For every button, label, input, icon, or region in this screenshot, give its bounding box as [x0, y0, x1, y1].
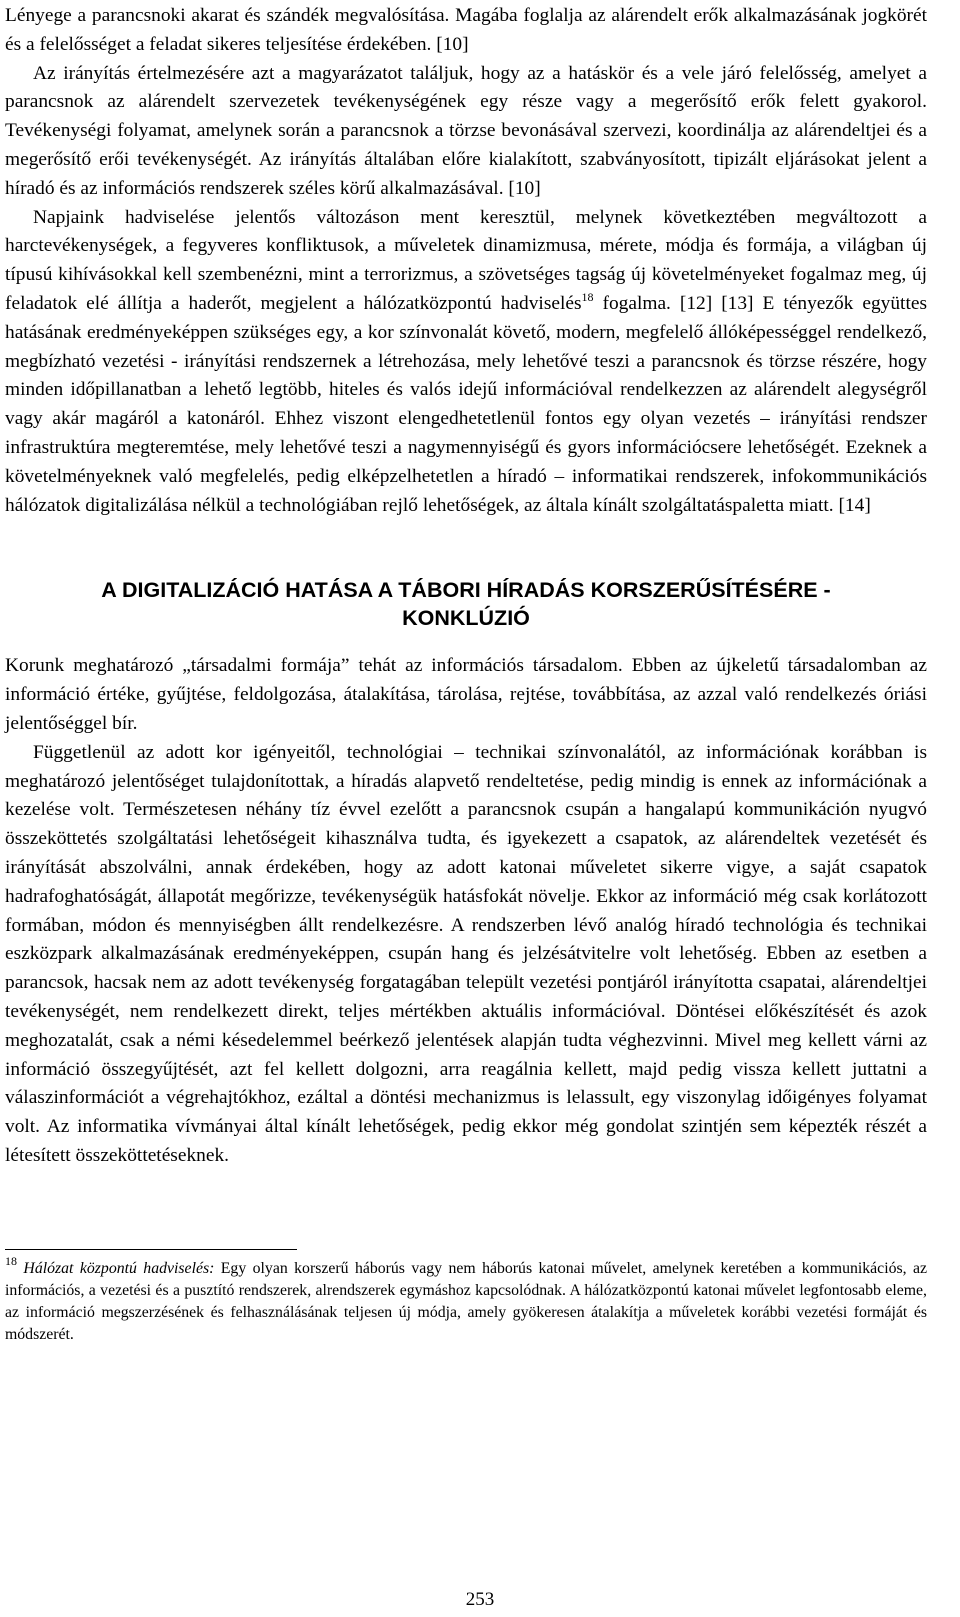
body-paragraph-1: Lényege a parancsnoki akarat és szándék megvalósítása. Magába foglalja az alárendelt erők alkalmazásának jogkörét és a felelősséget a feladat sikeres teljesítése érdekében. [10]	[5, 5, 927, 55]
footnote-term: Hálózat központú hadviselés:	[23, 1259, 215, 1277]
footnote-18	[5, 1253, 928, 1346]
footnote-text: Egy olyan korszerű háborús vagy nem háborús katonai művelet, amelynek keretében a kommunikációs, az információs, a vezetési és a pusztító rendszerek, alrendszerek egymáshoz kapcsolódnak. A hálózatközpontú katonai művelet legfontosabb eleme, az információ megszerzésének és felhasználásának teljesen új módja, amely gyökeresen átalakítja a műveletek korábbi vezetési formáját és módszerét.	[5, 1259, 928, 1343]
footnote-number: 18	[5, 1253, 17, 1268]
section-paragraph-1: Korunk meghatározó „társadalmi formája” tehát az információs társadalom. Ebben az újkeletű társadalomban az információ értéke, gyűjtése, feldolgozása, átalakítása, tárolása, rejtése, továbbítása, az azzal való rendelkezés óriási jelentőséggel bír.	[5, 655, 927, 734]
document-page	[5, 0, 927, 1346]
section-heading-line-1: A DIGITALIZÁCIÓ HATÁSA A TÁBORI HÍRADÁS KORSZERŰSÍTÉSÉRE -	[101, 578, 831, 603]
section-heading	[5, 576, 927, 632]
body-paragraph-2: Az irányítás értelmezésére azt a magyarázatot találjuk, hogy az a hatáskör és a vele járó felelősség, amelyet a parancsnok az alárendelt szervezetek tevékenységének egy része vagy a megerősítő erők felett gyakorol. Tevékenységi folyamat, amelynek során a parancsnok a törzse bevonásával szervezi, koordinálja az alárendeltjei és a megerősítő erői tevékenységét. Az irányítás általában előre kialakított, szabványosított, tipizált eljárásokat jelent a híradó és az információs rendszerek széles körű alkalmazásával. [10]	[5, 62, 927, 199]
footnote-separator	[5, 1249, 297, 1250]
page-number: 253	[465, 1589, 495, 1610]
body-paragraph-3-part-2: fogalma. [12] [13] E tényezők együttes hatásának eredményeképpen szükséges egy, a kor színvonalát követő, modern, megfelelő állóképességgel rendelkező, megbízható vezetési - irányítási rendszernek a létrehozása, mely lehetővé teszi a parancsnok és törzse részére, hogy minden időpillanatban a lehető legtöbb, hiteles és valós idejű információval rendelkezzen az alárendelt alegységről vagy akár magáról a katonáról. Ehhez viszont elengedhetetlenül fontos egy olyan vezetés – irányítási rendszer infrastruktúra megteremtése, mely lehetővé teszi a nagymennyiségű és gyors információcsere lehetőségét. Ezeknek a követelményeknek való megfelelés, pedig elképzelhetetlen a híradó – informatikai rendszerek, infokommunikációs hálózatok digitalizálása nélkül a technológiában rejlő lehetőségek, az általa kínált szolgáltatáspaletta miatt. [14]	[5, 292, 927, 516]
footnote-reference-18[interactable]: 18	[581, 289, 594, 304]
section-heading-line-2: KONKLÚZIÓ	[402, 606, 530, 631]
body-paragraph-3-part-1: Napjaink hadviselése jelentős változáson ment keresztül, melynek következtében megváltozott a harctevékenységek, a fegyveres konfliktusok, a műveletek dinamizmusa, mérete, módja és formája, a világban új típusú kihívásokkal kell szembenézni, mint a terrorizmus, a szövetséges tagság új követelményeket fogalmaz meg, új feladatok elé állítja a haderőt, megjelent a hálózatközpontú hadviselés	[5, 206, 927, 314]
body-paragraph-3	[5, 204, 927, 521]
section-paragraph-2: Függetlenül az adott kor igényeitől, technológiai – technikai színvonalától, az információnak korábban is meghatározó jelentőséget tulajdonítottak, a híradás alapvető rendeltetése, pedig mindig is ennek az információnak a kezelése volt. Természetesen néhány tíz évvel ezelőtt a parancsnok csupán a hangalapú kommunikáción nyugvó összeköttetés szolgáltatási lehetőségeit kihasználva tudta, és igyekezett a csapatok, az alárendeltek vezetését és irányítását abszolválni, annak érdekében, hogy az adott katonai műveletet sikerre vigye, a saját csapatok hadrafoghatóságát, állapotát megőrizze, tevékenységük hatásfokát növelje. Ekkor az információ még csak korlátozott formában, módon és mennyiségben állt rendelkezésre. A rendszerben lévő analóg híradó technológia és technikai eszközpark alkalmazásának eredményeképpen, csupán hang és jelzésátvitelre volt lehetőség. Ebben az esetben a parancsok, hacsak nem az adott tevékenység forgatagában települt vezetési pontjáról irányította csapatai, alárendeltjei tevékenységét, nem rendelkezett direkt, teljes mértékben aktuális információval. Döntései előkészítését és azok meghozatalát, csak a némi késedelemmel beérkező jelentések alapján tudta véghezvinni. Mivel meg kellett várni az információ összegyűjtését, azt fel kellett dolgozni, arra reagálnia kellett, majd pedig vissza kellett juttatni a válaszinformációt a végrehajtókhoz, ezáltal a döntési mechanizmus is lelassult, egy viszonylag időigényes folyamat volt. Az informatika vívmányai által kínált lehetőségek, pedig ekkor még gondolat szintjén sem képezték részét a létesített összeköttetéseknek.	[5, 741, 927, 1166]
